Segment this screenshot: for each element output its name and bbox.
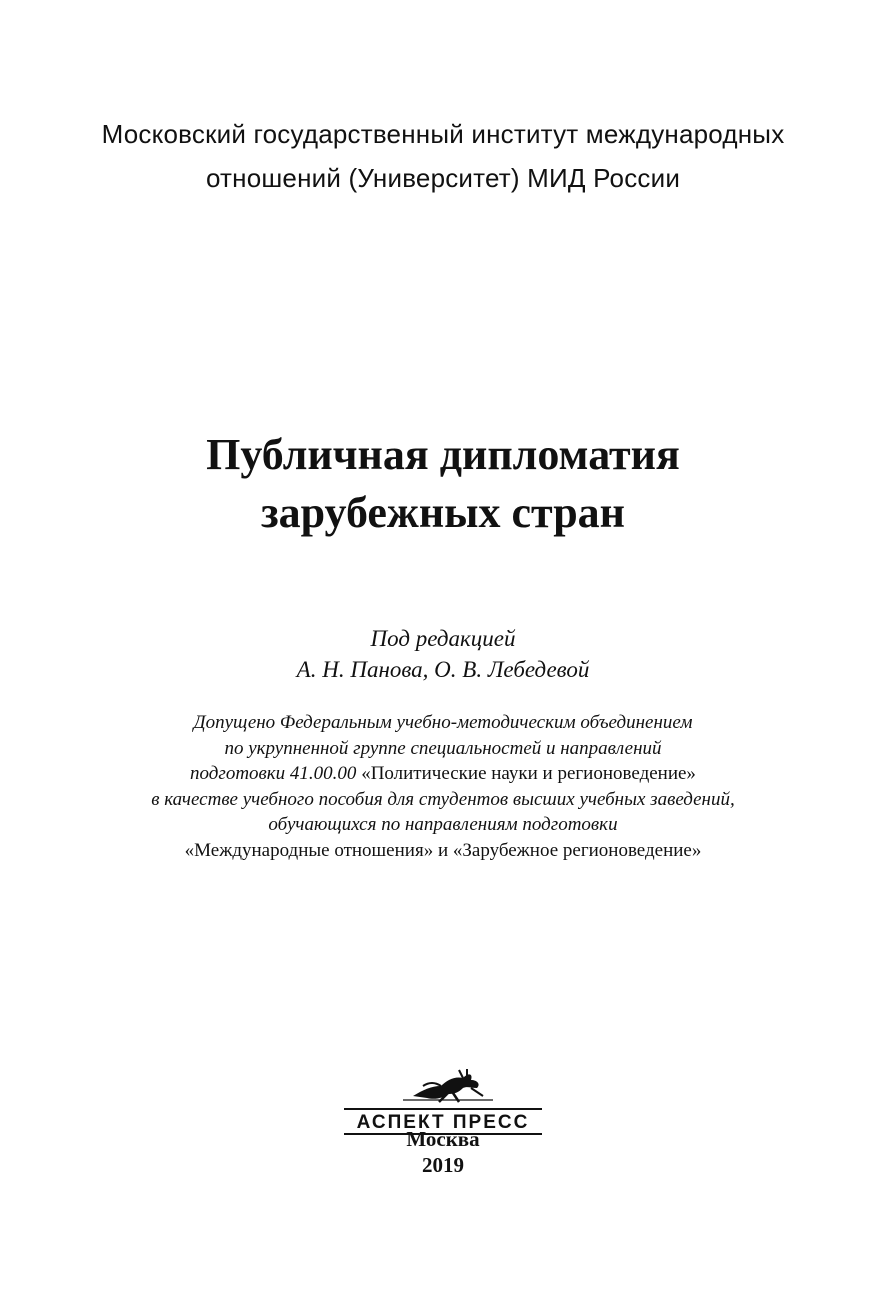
editors-label: Под редакцией xyxy=(370,626,516,651)
institution-line-1: Московский государственный институт международных xyxy=(101,119,785,149)
publication-year: 2019 xyxy=(422,1153,464,1177)
editors-names: А. Н. Панова, О. В. Лебедевой xyxy=(296,657,590,682)
approval-line-6-first: «Международные отношения» xyxy=(184,839,434,861)
approval-line-6-second: «Зарубежное регионоведение» xyxy=(452,839,702,861)
approval-line-3-start: подготовки 41.00.00 xyxy=(190,763,362,784)
approval-line-6-and: и xyxy=(433,839,453,861)
book-title-line-1: Публичная дипломатия xyxy=(206,430,680,479)
book-title xyxy=(0,426,886,542)
approval-line-4: в качестве учебного пособия для студентов высших учебных заведений, xyxy=(151,788,735,810)
approval-line-5: обучающихся по направлениям подготовки xyxy=(268,814,618,835)
approval-line-6 xyxy=(0,838,886,864)
approval-line-3-quote: «Политические науки и регионоведение» xyxy=(361,763,696,784)
institution-name xyxy=(0,112,886,200)
approval-line-3 xyxy=(0,761,886,787)
publisher-city: Москва xyxy=(406,1127,480,1151)
approval-line-1: Допущено Федеральным учебно-методическим объединением xyxy=(193,712,693,733)
imprint xyxy=(0,1126,886,1178)
institution-line-2: отношений (Университет) МИД России xyxy=(205,163,681,193)
approval-statement xyxy=(0,710,886,863)
publisher-logo-text: АСПЕКТ ПРЕСС xyxy=(356,1112,530,1133)
approval-line-2: по укрупненной группе специальностей и направлений xyxy=(224,737,662,759)
editors-block xyxy=(0,623,886,685)
book-title-line-2: зарубежных стран xyxy=(260,488,626,537)
leaping-animal-icon xyxy=(343,1066,543,1106)
